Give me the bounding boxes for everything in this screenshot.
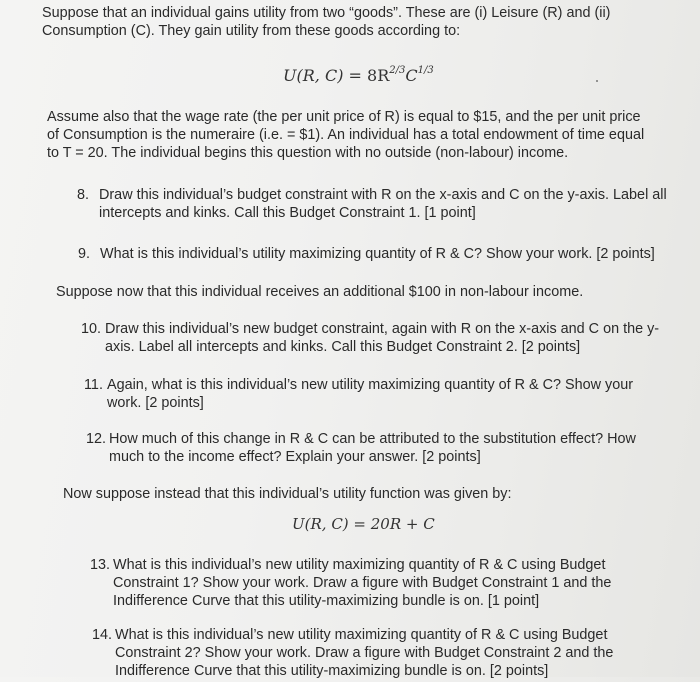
question-11 [84,376,684,416]
question-14-line-2: Constraint 2? Show your work. Draw a figure with Budget Constraint 2 and the [115,645,614,661]
question-13-line-2: Constraint 1? Show your work. Draw a figure with Budget Constraint 1 and the [113,575,612,591]
question-13-number: 13. [90,557,111,573]
supposition-2: Suppose now that this individual receives an additional $100 in non-labour income. [56,284,584,300]
utility-coef: 8R [367,66,390,85]
utility-exp-r: 2/3 [389,64,406,76]
question-13 [90,556,690,612]
question-8 [77,186,677,226]
assume-line-3: to T = 20. The individual begins this question with no outside (non-labour) income. [47,145,569,161]
utility-function-1 [283,66,434,85]
assume-line-2: of Consumption is the numeraire (i.e. = $1). An individual has a total endowment of time equal [47,127,645,143]
utility-lhs: U(R, C) = [283,66,368,85]
assumption-paragraph [47,108,644,162]
utility-exp-c: 1/3 [417,64,434,76]
question-9-number: 9. [78,246,91,262]
intro-line-2: Consumption (C). They gain utility from these goods according to: [42,23,461,39]
question-13-line-1: What is this individual’s new utility maximizing quantity of R & C using Budget [113,557,606,573]
question-14 [92,626,692,682]
question-10-number: 10. [81,321,102,337]
intro-paragraph [42,4,610,40]
question-9-line-1: What is this individual’s utility maximizing quantity of R & C? Show your work. [2 points] [100,246,655,262]
question-8-line-1: Draw this individual’s budget constraint with R on the x-axis and C on the y-axis. Label all [99,187,667,203]
question-10-line-1: Draw this individual’s new budget constraint, again with R on the x-axis and C on the y- [105,321,660,337]
question-13-line-3: Indifference Curve that this utility-maximizing bundle is on. [1 point] [113,593,540,609]
question-12 [86,430,686,470]
question-10 [81,320,681,360]
question-12-number: 12. [86,431,107,447]
question-8-line-2: intercepts and kinks. Call this Budget Constraint 1. [1 point] [99,205,476,221]
question-10-line-2: axis. Label all intercepts and kinks. Call this Budget Constraint 2. [2 points] [105,339,581,355]
question-11-line-2: work. [2 points] [107,395,204,411]
assume-line-1: Assume also that the wage rate (the per unit price of R) is equal to $15, and the per unit price [47,109,641,125]
utility-function-2: U(R, C) = 20R + C [292,515,435,533]
question-11-line-1: Again, what is this individual’s new utility maximizing quantity of R & C? Show your [107,377,634,393]
supposition-3: Now suppose instead that this individual’s utility function was given by: [63,486,512,502]
question-12-line-1: How much of this change in R & C can be attributed to the substitution effect? How [109,431,636,447]
question-9 [78,245,678,265]
question-11-number: 11. [84,377,103,393]
stray-mark [596,80,598,82]
intro-line-1: Suppose that an individual gains utility from two “goods”. These are (i) Leisure (R) and (ii) [42,5,611,21]
utility-var-c: C [405,66,418,85]
question-14-line-3: Indifference Curve that this utility-maximizing bundle is on. [2 points] [115,663,549,679]
question-14-line-1: What is this individual’s new utility maximizing quantity of R & C using Budget [115,627,608,643]
question-12-line-2: much to the income effect? Explain your answer. [2 points] [109,449,481,465]
question-8-number: 8. [77,187,90,203]
question-14-number: 14. [92,627,113,643]
